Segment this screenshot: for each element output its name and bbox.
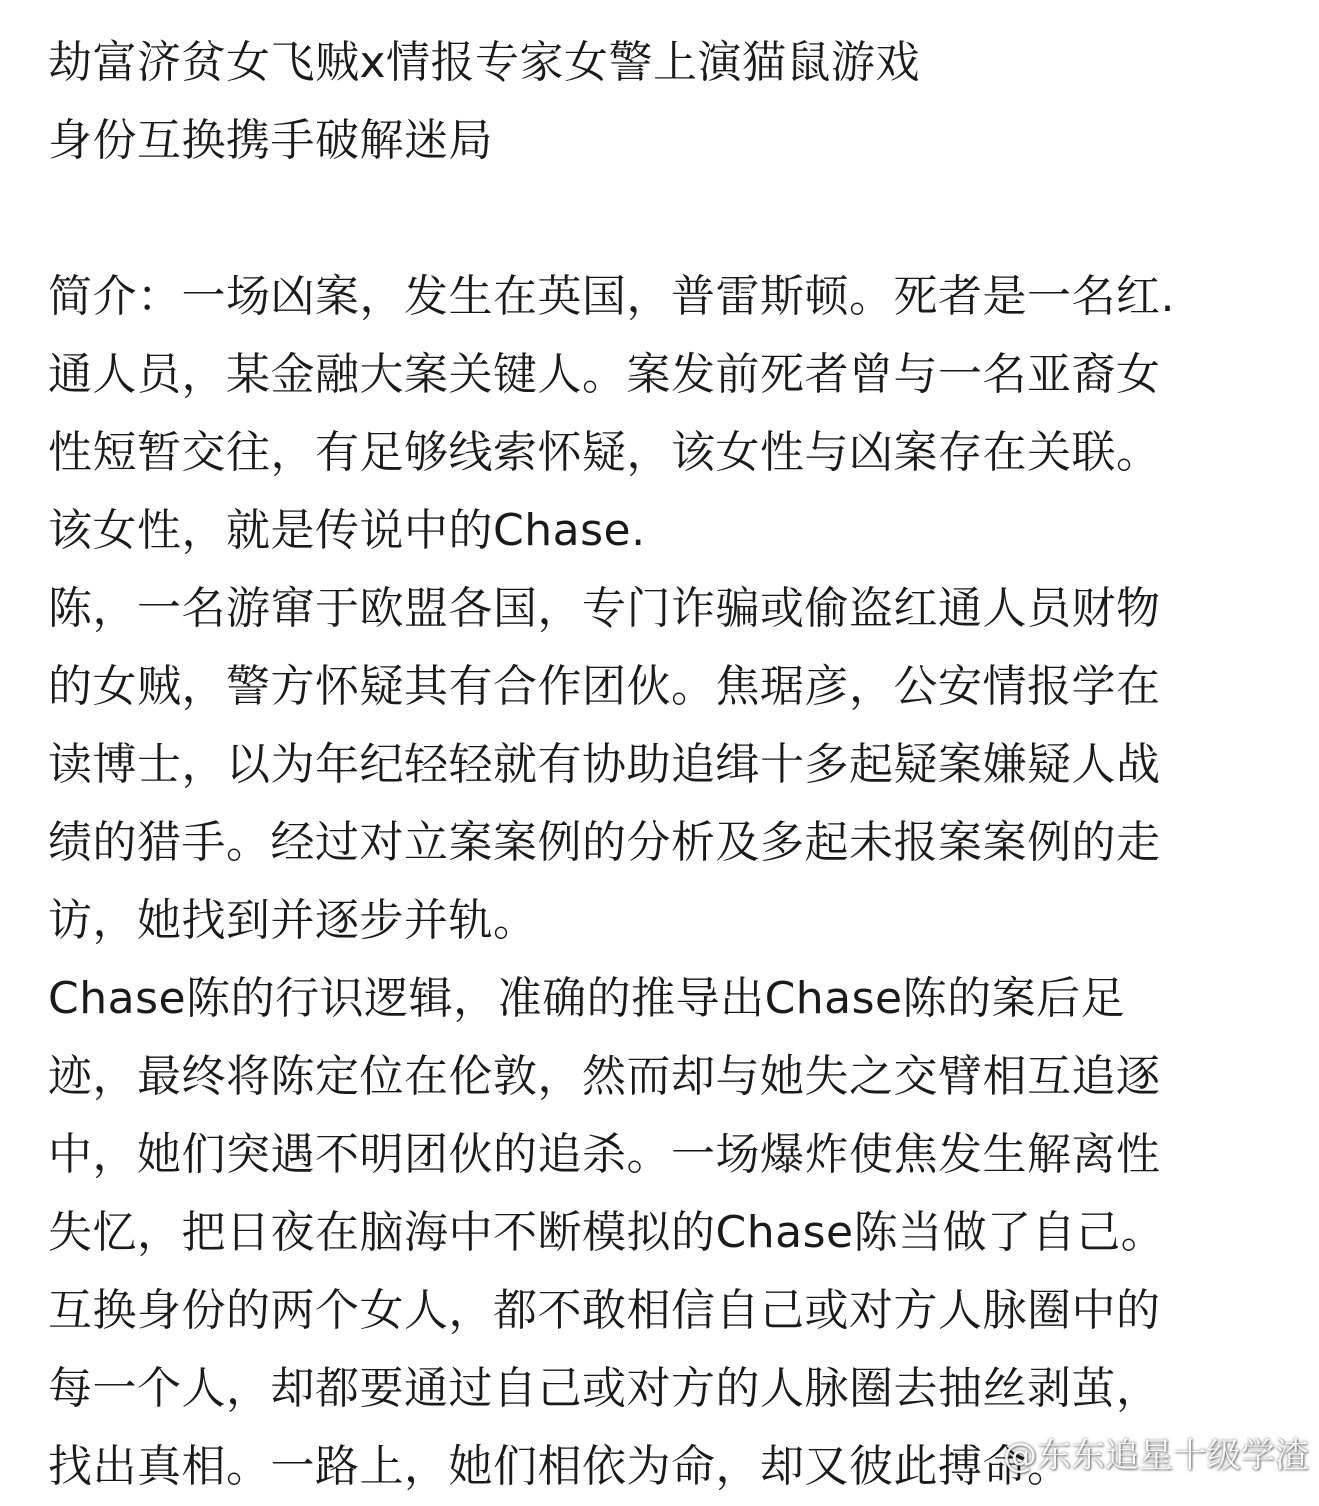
body-line: 失忆，把日夜在脑海中不断模拟的Chase陈当做了自己。 — [48, 1207, 1166, 1258]
blank-line — [48, 180, 1298, 258]
headline-line-1: 劫富济贫女飞贼x情报专家女警上演猫鼠游戏 — [48, 37, 921, 88]
body-line: Chase陈的行识逻辑，准确的推导出Chase陈的案后足 — [48, 973, 1126, 1024]
body-line: 该女性，就是传说中的Chase. — [48, 505, 646, 556]
body-line: 绩的猎手。经过对立案案例的分析及多起未报案案例的走 — [48, 817, 1161, 868]
body-line: 互换身份的两个女人，都不敢相信自己或对方人脉圈中的 — [48, 1285, 1161, 1336]
body-line: 找出真相。一路上，她们相依为命，却又彼此搏命。 — [48, 1441, 1072, 1492]
weibo-watermark: @东东追星十级学渣 — [1003, 1436, 1309, 1476]
body-line: 的女贼，警方怀疑其有合作团伙。焦琚彦，公安情报学在 — [48, 661, 1161, 712]
headline-line-2: 身份互换携手破解迷局 — [48, 115, 493, 166]
body-line: 简介：一场凶案，发生在英国，普雷斯顿。死者是一名红. — [48, 271, 1175, 322]
body-line: 读博士，以为年纪轻轻就有协助追缉十多起疑案嫌疑人战 — [48, 739, 1161, 790]
post-text — [48, 24, 1298, 1506]
body-line: 每一个人，却都要通过自己或对方的人脉圈去抽丝剥茧， — [48, 1363, 1161, 1414]
body-line: 陈，一名游窜于欧盟各国，专门诈骗或偷盗红通人员财物 — [48, 583, 1161, 634]
body-line: 中，她们突遇不明团伙的追杀。一场爆炸使焦发生解离性 — [48, 1129, 1161, 1180]
body-line: 性短暂交往，有足够线索怀疑，该女性与凶案存在关联。 — [48, 427, 1161, 478]
body-line: 通人员，某金融大案关键人。案发前死者曾与一名亚裔女 — [48, 349, 1161, 400]
body-line: 访，她找到并逐步并轨。 — [48, 895, 538, 946]
body-line: 迹，最终将陈定位在伦敦，然而却与她失之交臂相互追逐 — [48, 1051, 1161, 1102]
